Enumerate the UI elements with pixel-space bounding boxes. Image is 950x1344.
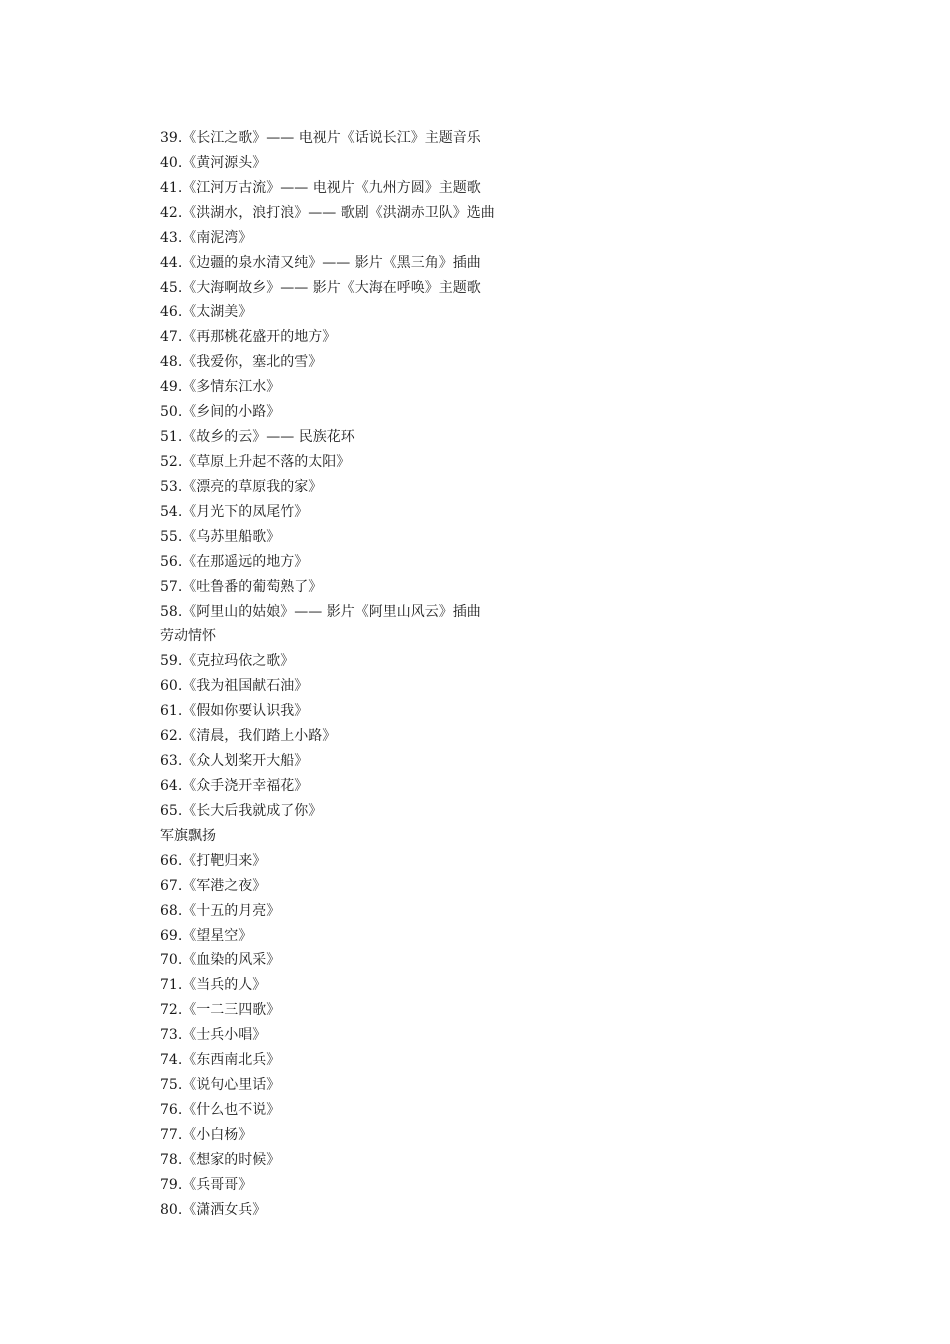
song-list-item: 77.《小白杨》 <box>160 1126 253 1143</box>
song-list-item: 72.《一二三四歌》 <box>160 1002 281 1019</box>
song-list-item: 79.《兵哥哥》 <box>160 1176 253 1193</box>
song-list-item: 41.《江河万古流》—— 电视片《九州方圆》主题歌 <box>160 179 481 196</box>
song-list-item: 71.《当兵的人》 <box>160 977 267 994</box>
song-list-item: 65.《长大后我就成了你》 <box>160 802 323 819</box>
song-list-item: 43.《南泥湾》 <box>160 229 253 246</box>
song-list-item: 45.《大海啊故乡》—— 影片《大海在呼唤》主题歌 <box>160 279 481 296</box>
song-list-item: 64.《众手浇开幸福花》 <box>160 777 309 794</box>
song-list-item: 52.《草原上升起不落的太阳》 <box>160 453 351 470</box>
song-list-item: 62.《清晨，我们踏上小路》 <box>160 728 337 745</box>
song-list-item: 40.《黄河源头》 <box>160 154 267 171</box>
song-list-item: 75.《说句心里话》 <box>160 1077 281 1094</box>
document-page <box>160 126 860 1223</box>
song-list-item: 53.《漂亮的草原我的家》 <box>160 478 323 495</box>
song-list-item: 44.《边疆的泉水清又纯》—— 影片《黑三角》插曲 <box>160 254 481 271</box>
song-list-item: 74.《东西南北兵》 <box>160 1052 281 1069</box>
song-list-item: 54.《月光下的凤尾竹》 <box>160 503 309 520</box>
song-list-item: 58.《阿里山的姑娘》—— 影片《阿里山风云》插曲 <box>160 603 481 620</box>
song-list-item: 80.《潇洒女兵》 <box>160 1201 267 1218</box>
section-heading: 劳动情怀 <box>160 628 216 645</box>
song-list-item: 70.《血染的风采》 <box>160 952 281 969</box>
song-list-item: 39.《长江之歌》—— 电视片《话说长江》主题音乐 <box>160 130 481 146</box>
song-list-item: 60.《我为祖国献石油》 <box>160 678 309 695</box>
song-list-item: 69.《望星空》 <box>160 927 253 944</box>
song-list-item: 48.《我爱你，塞北的雪》 <box>160 354 323 371</box>
song-list-item: 63.《众人划桨开大船》 <box>160 753 309 770</box>
song-list-item: 73.《士兵小唱》 <box>160 1027 267 1044</box>
song-list-item: 61.《假如你要认识我》 <box>160 703 309 720</box>
song-list-item: 67.《军港之夜》 <box>160 877 267 894</box>
song-list-item: 56.《在那遥远的地方》 <box>160 553 309 570</box>
song-list-item: 50.《乡间的小路》 <box>160 404 281 421</box>
song-list-item: 59.《克拉玛依之歌》 <box>160 653 295 670</box>
song-list-item: 68.《十五的月亮》 <box>160 902 281 919</box>
song-list-item: 42.《洪湖水，浪打浪》—— 歌剧《洪湖赤卫队》选曲 <box>160 204 495 221</box>
section-heading: 军旗飘扬 <box>160 827 216 844</box>
song-list-item: 66.《打靶归来》 <box>160 852 267 869</box>
song-list-item: 55.《乌苏里船歌》 <box>160 528 281 545</box>
song-list-item: 76.《什么也不说》 <box>160 1101 281 1118</box>
song-list-item: 51.《故乡的云》—— 民族花环 <box>160 429 355 446</box>
song-list-item: 57.《吐鲁番的葡萄熟了》 <box>160 578 323 595</box>
song-list-item: 47.《再那桃花盛开的地方》 <box>160 329 337 346</box>
song-list-item: 78.《想家的时候》 <box>160 1151 281 1168</box>
song-list-item: 46.《太湖美》 <box>160 304 253 321</box>
song-list-item: 49.《多情东江水》 <box>160 379 281 396</box>
